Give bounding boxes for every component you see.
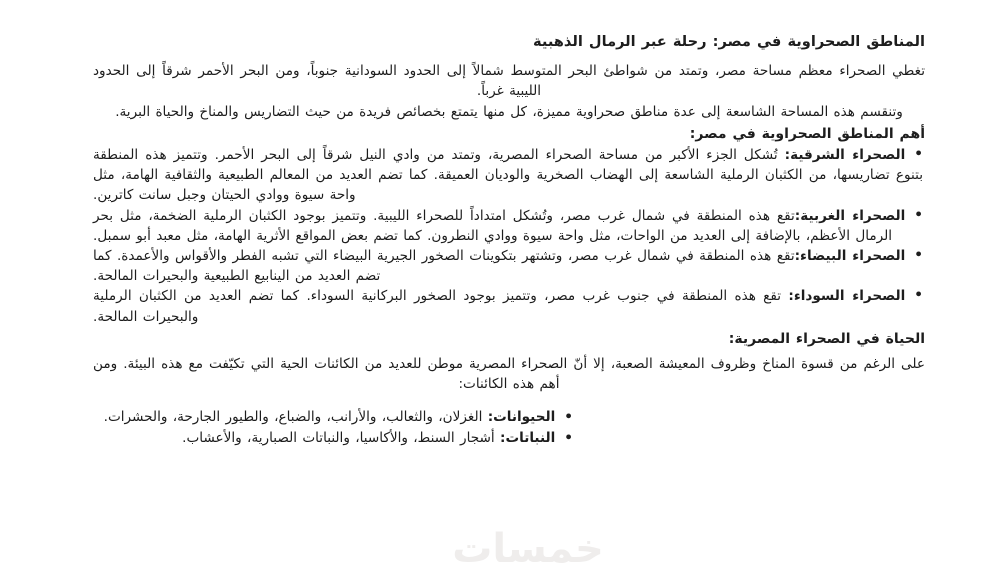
list-item-animals <box>93 407 573 428</box>
bullet-text: تقع هذه المنطقة في شمال غرب مصر، وتشتهر بتكوينات الصخور الجيرية البيضاء التي تشبه الفطر والأقواس والأعمدة. كما تضم العديد من الينابيع الطبيعية والبحيرات المالحة. <box>93 248 795 285</box>
bullet-text: أشجار السنط، والأكاسيا، والنباتات الصبارية، والأعشاب. <box>182 429 501 446</box>
bullet-text: تقع هذه المنطقة في شمال غرب مصر، وتُشكل امتداداً للصحراء الليبية. وتتميز بوجود الكثبان الرملية الضخمة، مثل بحر الرمال الأعظم، بالإضافة إلى العديد من الواحات، مثل واحة سيوة ووادي النطرون. كما تضم بعض المواقع الأثرية الهامة، مثل معبد أبو سمبل. <box>93 207 893 244</box>
desert-list <box>93 145 925 327</box>
bullet-text: الغزلان، والثعالب، والأرانب، والضباع، والطيور الجارحة، والحشرات. <box>103 409 488 426</box>
page-title: المناطق الصحراوية في مصر: رحلة عبر الرمال الذهبية <box>533 33 925 50</box>
list-item-white-desert <box>93 246 925 286</box>
bullet-term: الصحراء السوداء: <box>788 288 906 305</box>
intro-paragraph-1: تغطي الصحراء معظم مساحة مصر، وتمتد من شواطئ البحر المتوسط شمالاً إلى الحدود السودانية جنوباً، ومن البحر الأحمر شرقاً إلى الحدود الليبية غرباً. <box>93 63 925 100</box>
list-item-eastern-desert <box>93 145 925 206</box>
document-body <box>93 32 925 448</box>
bullet-term: النباتات: <box>500 429 556 446</box>
life-paragraph: على الرغم من قسوة المناخ وظروف المعيشة الصعبة، إلا أنّ الصحراء المصرية موطن للعديد من الكائنات الحية التي تكيّفت مع هذه البيئة. ومن أهم هذه الكائنات: <box>93 356 925 393</box>
section-heading-life: الحياة في الصحراء المصرية: <box>728 330 925 347</box>
bullet-term: الصحراء الشرقية: <box>784 147 906 164</box>
intro-paragraph-2: وتنقسم هذه المساحة الشاسعة إلى عدة مناطق صحراوية مميزة، كل منها يتمتع بخصائص فريدة من حيث التضاريس والمناخ والحياة البرية. <box>115 103 903 120</box>
life-list <box>93 407 573 448</box>
bullet-term: الحيوانات: <box>487 409 556 426</box>
khamsat-watermark: خمسات <box>452 526 604 572</box>
bullet-term: الصحراء البيضاء: <box>794 248 906 265</box>
bullet-text: تقع هذه المنطقة في جنوب غرب مصر، وتتميز بوجود الصخور البركانية السوداء. كما تضم العديد من الكثبان الرملية والبحيرات المالحة. <box>93 288 789 325</box>
bullet-term: الصحراء الغربية: <box>794 207 906 224</box>
bullet-text: تُشكل الجزء الأكبر من مساحة الصحراء المصرية، وتمتد من وادي النيل شرقاً إلى البحر الأحمر. وتتميز هذه المنطقة بتنوع تضاريسها، من الكثبان الرملية الشاسعة إلى الهضاب الصخرية والوديان العميقة. كما تضم العديد من المعالم الطبيعية والثقافية الهامة، مثل واحة سيوة ووادي الحيتان وجبل سانت كاترين. <box>93 147 923 204</box>
list-item-western-desert <box>93 206 925 246</box>
section-heading-deserts: أهم المناطق الصحراوية في مصر: <box>689 125 925 142</box>
list-item-black-desert <box>93 286 925 326</box>
list-item-plants <box>93 428 573 449</box>
